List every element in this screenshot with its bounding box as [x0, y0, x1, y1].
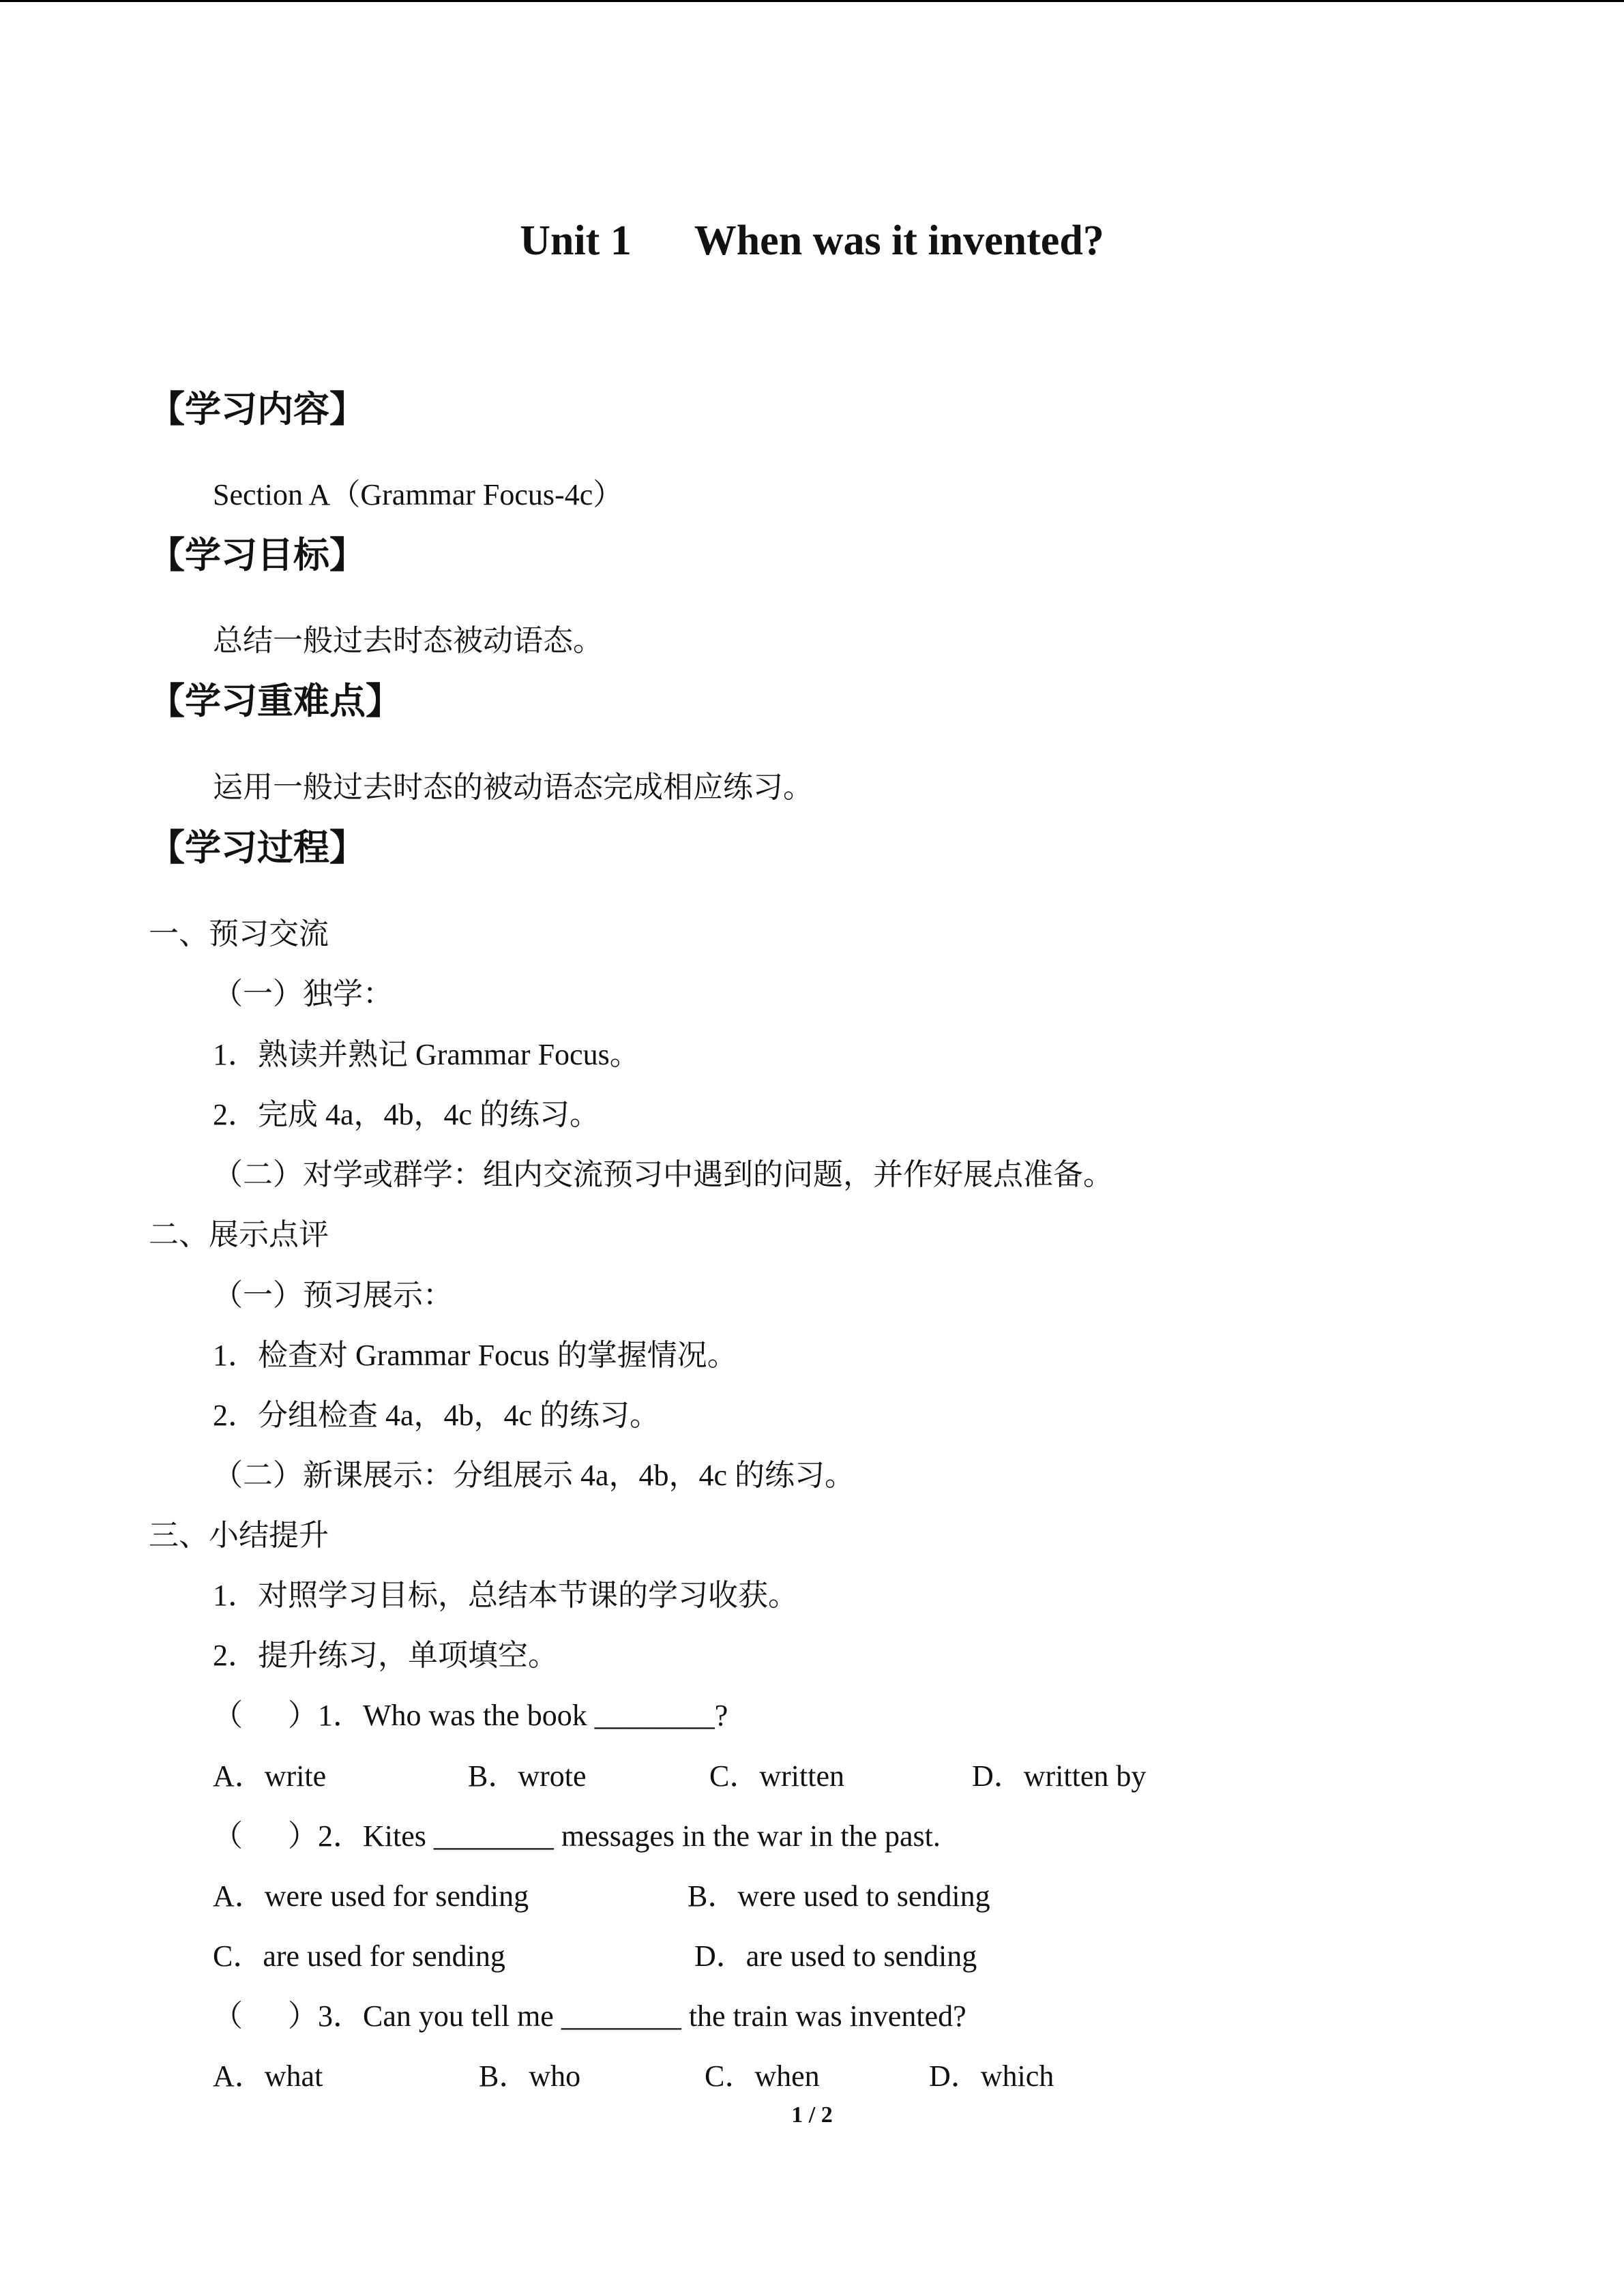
process-part-3: 三、小结提升: [149, 1519, 329, 1552]
question-1-option-a: A．write: [213, 1759, 327, 1793]
page-number: 1 / 2: [791, 2102, 833, 2128]
question-2-stem: （ ）2．Kites ________ messages in the war in the past.: [213, 1819, 941, 1853]
heading-learning-process: 【学习过程】: [149, 827, 366, 869]
process-part-1: 一、预习交流: [149, 917, 329, 951]
process-part-1-item-2: 2．完成 4a，4b，4c 的练习。: [213, 1098, 600, 1131]
process-part-3-item-1: 1．对照学习目标，总结本节课的学习收获。: [213, 1579, 798, 1612]
process-part-2-item-1: 1．检查对 Grammar Focus 的掌握情况。: [213, 1339, 737, 1372]
key-points-text: 运用一般过去时态的被动语态完成相应练习。: [213, 771, 813, 804]
process-part-2-item-2: 2．分组检查 4a，4b，4c 的练习。: [213, 1399, 660, 1432]
question-2-option-b: B．were used to sending: [688, 1879, 990, 1913]
question-1-option-d: D．written by: [972, 1759, 1147, 1793]
process-part-1-sub-2: （二）对学或群学：组内交流预习中遇到的问题，并作好展点准备。: [213, 1158, 1113, 1191]
heading-key-points: 【学习重难点】: [149, 681, 402, 722]
question-3-option-d: D．which: [929, 2059, 1054, 2093]
process-part-2-sub-2: （二）新课展示：分组展示 4a，4b，4c 的练习。: [213, 1459, 855, 1492]
process-part-1-sub-1: （一）独学：: [213, 977, 393, 1011]
page-title: Unit 1 When was it invented?: [520, 218, 1104, 264]
process-part-2: 二、展示点评: [149, 1218, 329, 1251]
heading-learning-content: 【学习内容】: [149, 389, 366, 430]
heading-learning-goal: 【学习目标】: [149, 535, 366, 576]
question-3-option-b: B．who: [479, 2059, 581, 2093]
question-3-option-a: A．what: [213, 2059, 323, 2093]
learning-goal-text: 总结一般过去时态被动语态。: [213, 624, 603, 657]
process-part-1-item-1: 1．熟读并熟记 Grammar Focus。: [213, 1038, 640, 1071]
learning-content-text: Section A（Grammar Focus-4c）: [213, 478, 623, 511]
process-part-3-item-2: 2．提升练习，单项填空。: [213, 1639, 558, 1672]
question-2-option-d: D．are used to sending: [694, 1939, 977, 1973]
question-1-stem: （ ）1．Who was the book ________?: [213, 1699, 728, 1732]
question-2-option-a: A．were used for sending: [213, 1879, 529, 1913]
question-3-stem: （ ）3．Can you tell me ________ the train was invented?: [213, 1999, 966, 2033]
question-2-option-c: C．are used for sending: [213, 1939, 505, 1973]
process-part-2-sub-1: （一）预习展示：: [213, 1279, 453, 1312]
question-1-option-b: B．wrote: [468, 1759, 587, 1793]
question-3-option-c: C．when: [705, 2059, 820, 2093]
question-1-option-c: C．written: [709, 1759, 844, 1793]
